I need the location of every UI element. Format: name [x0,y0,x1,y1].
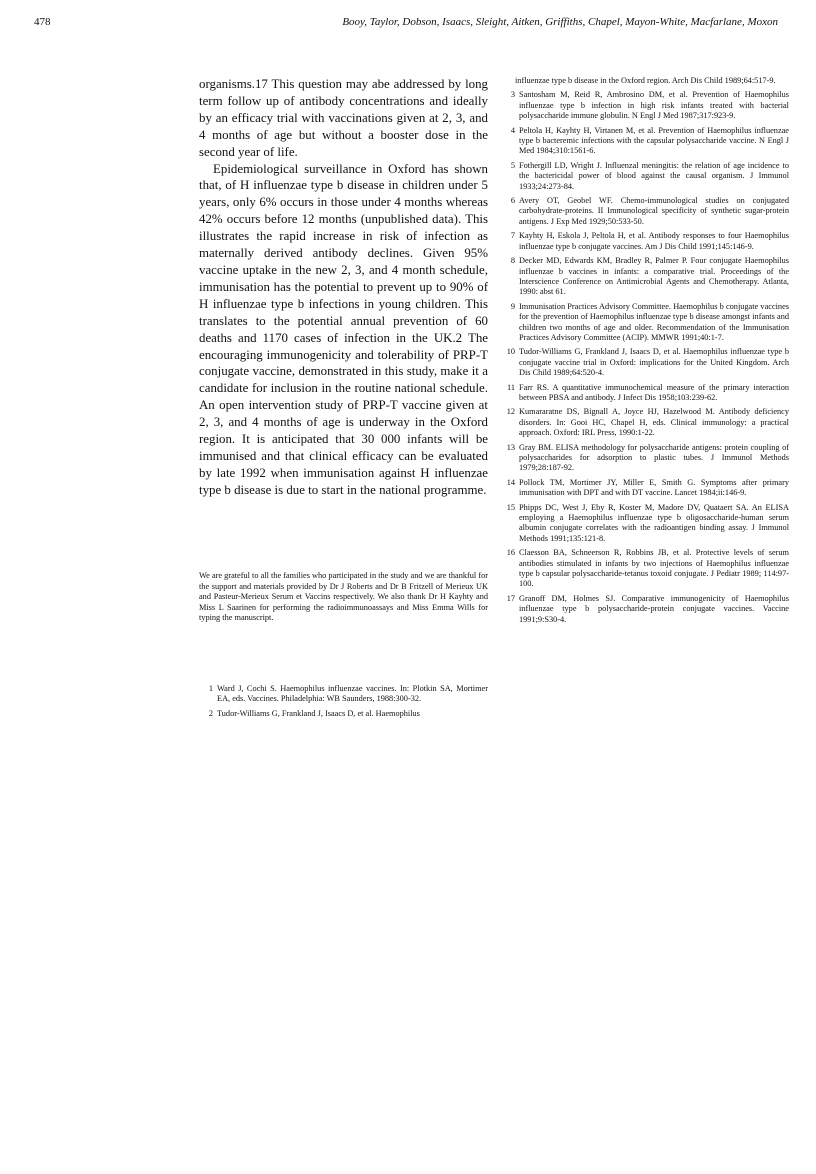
left-column [199,76,488,499]
reference-text: Santosham M, Reid R, Ambrosino DM, et al. Prevention of Haemophilus influenzae type b infection in high risk infants treated with bacterial polysaccharide immune globulin. N Engl J Med 1987;317:923-9. [519,90,789,121]
reference-text: Avery OT, Geobel WF. Chemo-immunological studies on conjugated carbohydrate-proteins. II Immunological specificity of synthetic sugar-protein antigens. J Exp Med 1929;50:533-50. [519,196,789,226]
reference-text: Peltola H, Kayhty H, Virtanen M, et al. Prevention of Haemophilus influenzae type b bacteremic infections with the capsular polysaccharide vaccine. N Engl J Med 1984;310:1561-6. [519,125,789,156]
running-head-authors: Booy, Taylor, Dobson, Isaacs, Sleight, Aitken, Griffiths, Chapel, Mayon-White, Macfarlane, Moxon [342,16,778,28]
reference-item [501,161,789,192]
reference-text: Immunisation Practices Advisory Committee. Haemophilus b conjugate vaccines for the prevention of Haemophilus influenzae type b disease amongst infants and children two months of age and older. Recommendation of the Immunisation Practices Advisory Committee (ACIP). MMWR 1991;40:1-7. [519,301,789,342]
reference-text: Granoff DM, Holmes SJ. Comparative immunogenicity of Haemophilus influenzae type b polysaccharide-protein conjugate vaccines. Vaccine 1991;9:S30-4. [519,593,789,624]
reference-item [501,594,789,625]
reference-number: 16 [506,548,515,558]
reference-text: Ward J, Cochi S. Haemophilus influenzae vaccines. In: Plotkin SA, Mortimer EA, eds. Vaccines. Philadelphia: WB Saunders, 1988:300-32. [217,684,488,704]
reference-item [501,196,789,227]
reference-text: Phipps DC, West J, Eby R, Koster M, Madore DV, Quataert SA. An ELISA employing a Haemophilus influenzae type b oligosaccharide-human serum albumin conjugate correlates with the radioantigen binding assay. J Immunol Methods 1991;135:121-8. [519,502,789,543]
reference-item [501,548,789,590]
reference-2-continued: influenzae type b disease in the Oxford region. Arch Dis Child 1989;64:517-9. [515,76,776,85]
reference-text: Tudor-Williams G, Frankland J, Isaacs D, et al. Haemophilus [217,708,420,718]
reference-number: 6 [510,196,515,206]
reference-number: 15 [506,502,515,512]
reference-item [501,347,789,378]
reference-item [199,709,488,719]
reference-item [501,383,789,404]
reference-text: Gray BM. ELISA methodology for polysaccharide antigens: protein coupling of polysaccharides for adsorption to plastic tubes. J Immunol Methods 1979;28:187-92. [519,442,789,473]
reference-item [501,407,789,438]
reference-item [199,684,488,705]
reference-text: Pollock TM, Mortimer JY, Miller E, Smith G. Symptoms after primary immunisation with DPT and with DT vaccine. Lancet 1984;ii:146-9. [519,477,789,498]
body-paragraph-1: organisms.17 This question may abe addressed by long term follow up of antibody concentrations and ideally by an efficacy trial with vaccinations given at 2, 3, and 4 months of age but without a booster dose in the second year of life. [199,77,488,159]
right-column [501,76,789,629]
reference-number: 1 [208,684,213,693]
body-paragraph-2: Epidemiological surveillance in Oxford has shown that, of H influenzae type b disease in children under 5 years, only 6% occurs in those under 4 months whereas 42% occurs before 12 months (unpublished data). This illustrates the rapid increase in risk of infection as maternally derived antibody declines. Given 95% vaccine uptake in the new 2, 3, and 4 month schedule, immunisation has the potential to prevent up to 90% of H influenzae type b infections in young children. This translates to the potential annual prevention of 60 deaths and 1170 cases of infection in the UK.2 The encouraging immunogenicity and tolerability of PRP-T conjugate vaccine, demonstrated in this study, make it a candidate for inclusion in the routine national schedule. An open intervention study of PRP-T vaccine given at 2, 3, and 4 months of age is underway in the Oxford region. It is anticipated that 30 000 infants will be immunised and that clinical efficacy can be evaluated by late 1992 when immunisation against H influenzae type b disease is due to start in the national programme. [199,161,488,497]
reference-text: Claesson BA, Schneerson R, Robbins JB, et al. Protective levels of serum antibodies stimulated in infants by two injections of Haemophilus influenzae type b capsular polysaccharide-tetanus toxoid conjugate. J Pediatr 1989; 114:97-100. [519,548,789,589]
reference-text: Decker MD, Edwards KM, Bradley R, Palmer P. Four conjugate Haemophilus influenzae b vaccines in infants: a comparative trial. Proceedings of the Interscience Conference on Antimicrobial Agents and Chemotherapy. Atlanta, 1990: abst 61. [519,256,789,297]
reference-item [501,126,789,157]
reference-number: 2 [208,708,213,718]
reference-number: 3 [510,90,515,100]
page-number: 478 [34,16,51,28]
reference-number: 5 [510,160,515,170]
reference-number: 7 [510,231,515,241]
reference-text: Kayhty H, Eskola J, Peltola H, et al. Antibody responses to four Haemophilus influenzae type b conjugate vaccines. Am J Dis Child 1991;145:146-9. [519,231,789,251]
reference-text: Tudor-Williams G, Frankland J, Isaacs D, et al. Haemophilus influenzae type b conjugate vaccine trial in Oxford: implications for the United Kingdom. Arch Dis Child 1989;64:520-4. [519,347,789,378]
reference-number: 14 [506,477,515,487]
reference-number: 13 [506,442,515,452]
reference-item [501,478,789,499]
reference-text: Kumararatne DS, Bignall A, Joyce HJ, Hazelwood M. Antibody deficiency disorders. In: Gooi HC, Chapel H, eds. Clinical immunology: a practical approach. Oxford: IRL Press, 1990:1-22. [519,407,789,438]
reference-text: Fothergill LD, Wright J. Influenzal meningitis: the relation of age incidence to the bactericidal power of blood against the causal organism. J Immunol 1933;24:273-84. [519,160,789,191]
reference-number: 9 [510,301,515,311]
reference-item [501,256,789,298]
reference-item [501,90,789,121]
reference-item [501,302,789,344]
page-header [34,16,778,36]
reference-item [501,443,789,474]
reference-number: 17 [506,593,515,603]
reference-text: Farr RS. A quantitative immunochemical measure of the primary interaction between PBSA and antibody. J Infect Dis 1958;103:239-62. [519,382,789,402]
acknowledgement: We are grateful to all the families who participated in the study and we are thankful for the support and materials provided by Dr J Roberts and Dr B Fritzell of Merieux UK and Pasteur-Merieux Serum et Vaccins respectively. We also thank Dr H Kayhty and Miss L Saarinen for performing the radioimmunoassays and Miss Emma Wills for typing the manuscript. [199,571,488,622]
references-left [199,684,488,723]
reference-number: 10 [506,347,515,357]
reference-number: 4 [510,125,515,135]
reference-item [501,503,789,545]
reference-item [501,231,789,252]
reference-number: 8 [510,256,515,266]
reference-number: 11 [507,382,515,392]
reference-number: 12 [506,407,515,417]
